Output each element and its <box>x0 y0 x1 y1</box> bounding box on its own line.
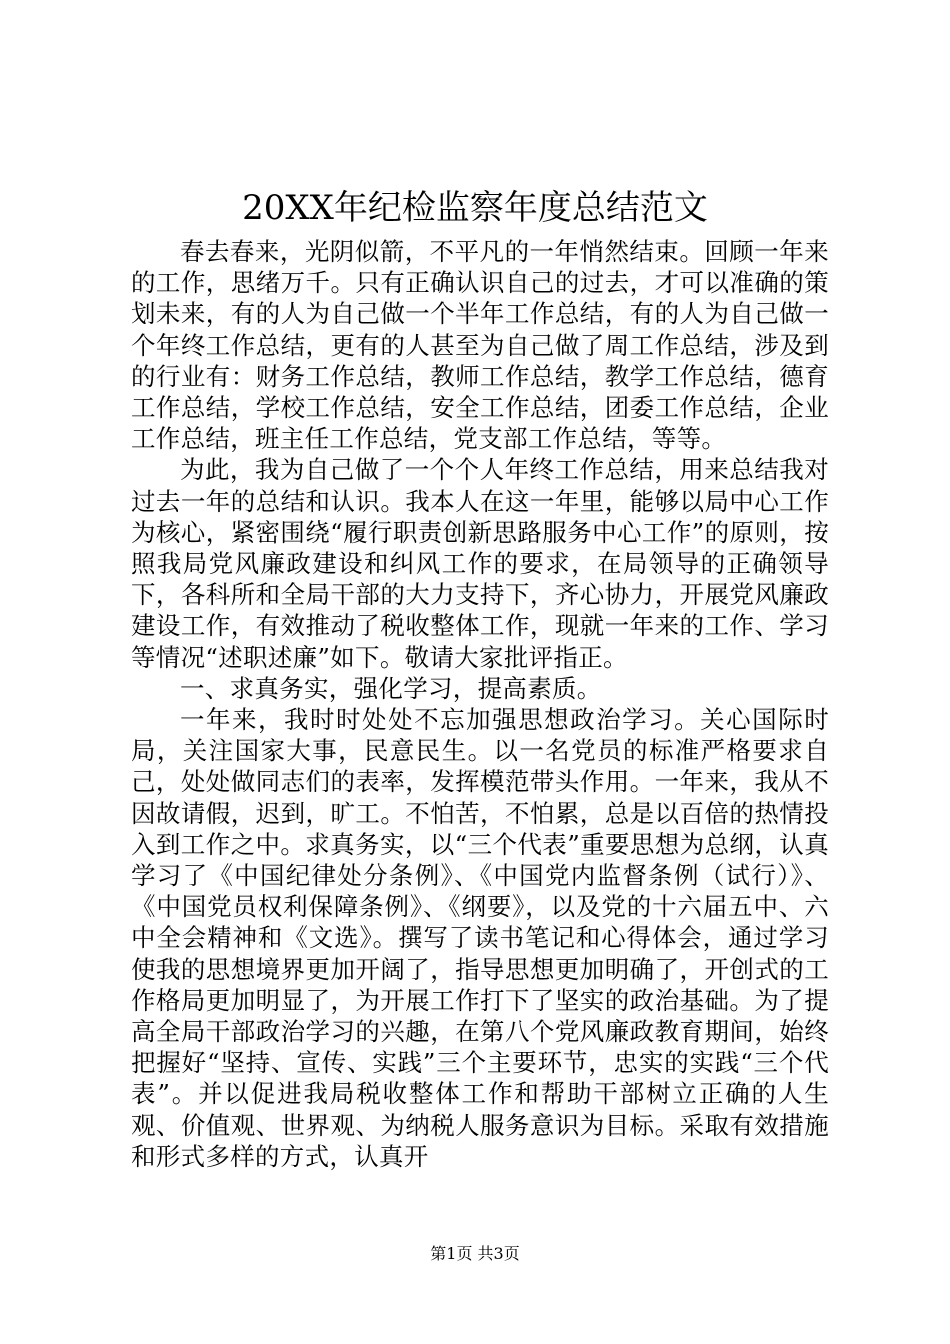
document-title: 20XX年纪检监察年度总结范文 <box>242 188 708 228</box>
page-number-footer: 第1页 共3页 <box>430 1244 520 1263</box>
document-body <box>131 236 829 1172</box>
paragraph-study: 一年来，我时时处处不忘加强思想政治学习。关心国际时局，关注国家大事，民意民生。以一名党员的标准严格要求自己，处处做同志们的表率，发挥模范带头作用。一年来，我从不因故请假，迟到，旷工。不怕苦，不怕累，总是以百倍的热情投入到工作之中。求真务实，以“三个代表”重要思想为总纲，认真学习了《中国纪律处分条例》、《中国党内监督条例（试行）》、《中国党员权利保障条例》、《纲要》，以及党的十六届五中、六中全会精神和《文选》。撰写了读书笔记和心得体会，通过学习使我的思想境界更加开阔了，指导思想更加明确了，开创式的工作格局更加明显了，为开展工作打下了坚实的政治基础。为了提高全局干部政治学习的兴趣，在第八个党风廉政教育期间，始终把握好“坚持、宣传、实践”三个主要环节，忠实的实践“三个代表”。并以促进我局税收整体工作和帮助干部树立正确的人生观、价值观、世界观、为纳税人服务意识为目标。采取有效措施和形式多样的方式，认真开 <box>131 705 829 1171</box>
paragraph-intro: 春去春来，光阴似箭，不平凡的一年悄然结束。回顾一年来的工作，思绪万千。只有正确认识自己的过去，才可以准确的策划未来，有的人为自己做一个半年工作总结，有的人为自己做一个年终工作总结，更有的人甚至为自己做了周工作总结，涉及到的行业有：财务工作总结，教师工作总结，教学工作总结，德育工作总结，学校工作总结，安全工作总结，团委工作总结，企业工作总结，班主任工作总结，党支部工作总结，等等。 <box>131 237 829 454</box>
paragraph-purpose: 为此，我为自己做了一个个人年终工作总结，用来总结我对过去一年的总结和认识。我本人在这一年里，能够以局中心工作为核心，紧密围绕“履行职责创新思路服务中心工作”的原则，按照我局党风廉政建设和纠风工作的要求，在局领导的正确领导下，各科所和全局干部的大力支持下，齐心协力，开展党风廉政建设工作，有效推动了税收整体工作，现就一年来的工作、学习等情况“述职述廉”如下。敬请大家批评指正。 <box>131 455 829 672</box>
section-heading-1: 一、求真务实，强化学习，提高素质。 <box>180 673 602 703</box>
